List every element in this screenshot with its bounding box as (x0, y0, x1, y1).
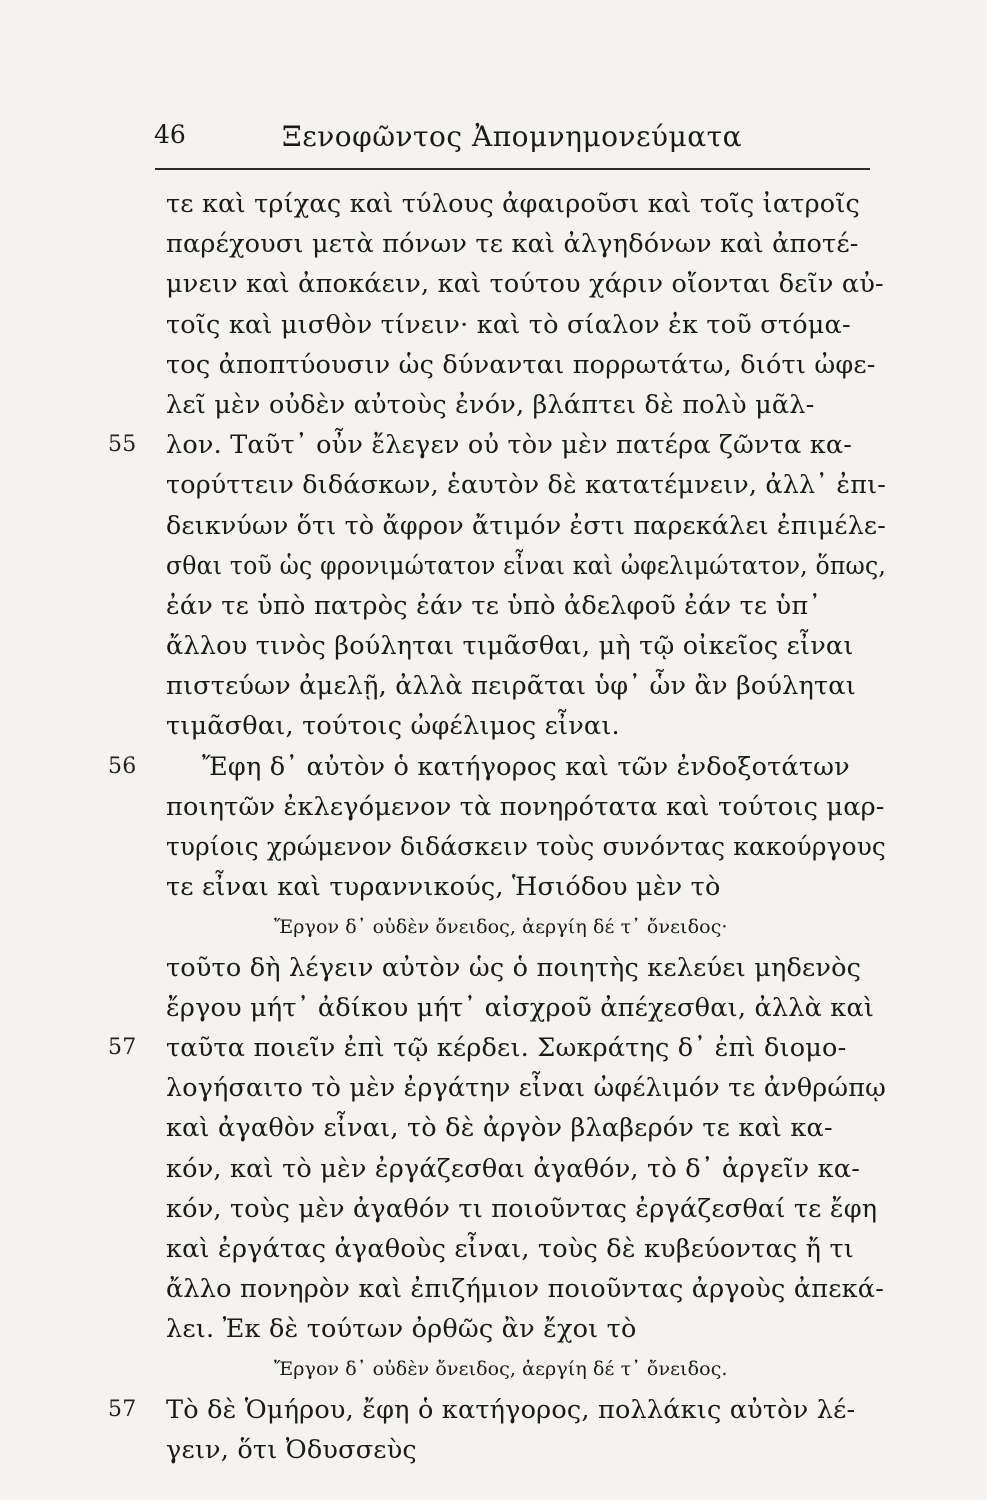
body-text (108, 184, 886, 1470)
line-text: τοῖς καὶ μισθὸν τίνειν· καὶ τὸ σίαλον ἐκ τοῦ στόμα- (166, 309, 851, 340)
line-text: Ἔργον δ᾽ οὐδὲν ὄνειδος, ἀεργίη δέ τ᾽ ὄνειδος· (274, 916, 728, 939)
text-line (166, 465, 886, 505)
text-line (166, 586, 886, 626)
line-text: τυρίοις χρώμενον διδάσκειν τοὺς συνόντας κακούργους (166, 832, 886, 862)
line-text: ταῦτα ποιεῖν ἐπὶ τῷ κέρδει. Σωκράτης δ᾽ ἐπὶ διομο- (166, 1032, 847, 1063)
text-line (166, 706, 886, 746)
line-text: τορύττειν διδάσκων, ἑαυτὸν δὲ κατατέμνειν, ἀλλ᾽ ἐπι- (166, 470, 886, 501)
line-text: τιμᾶσθαι, τούτοις ὠφέλιμος εἶναι. (166, 711, 620, 742)
text-line (166, 184, 886, 224)
running-title: Ξενοφῶντος Ἀπομνημονεύματα (282, 120, 743, 153)
line-text: πιστεύων ἀμελῇ, ἀλλὰ πειρᾶται ὑφ᾽ ὧν ἂν βούληται (166, 671, 856, 702)
page-number: 46 (154, 120, 186, 149)
text-line (166, 546, 886, 586)
margin-section-number: 57 (108, 1034, 137, 1060)
text-line (166, 264, 886, 304)
line-text: μνειν καὶ ἀποκάειν, καὶ τούτου χάριν οἴονται δεῖν αὐ- (166, 269, 884, 300)
text-line (166, 988, 886, 1028)
line-text: δεικνύων ὅτι τὸ ἄφρον ἄτιμόν ἐστι παρεκάλει ἐπιμέλε- (166, 510, 886, 541)
line-text: γειν, ὅτι Ὀδυσσεὺς (166, 1434, 417, 1465)
text-line (166, 1149, 886, 1189)
line-text: τε καὶ τρίχας καὶ τύλους ἀφαιροῦσι καὶ τοῖς ἰατροῖς (166, 189, 861, 219)
header-rule (155, 168, 870, 170)
text-line (166, 385, 886, 425)
line-text: καὶ ἐργάτας ἀγαθοὺς εἶναι, τοὺς δὲ κυβεύοντας ἤ τι (166, 1233, 854, 1264)
text-line (166, 1269, 886, 1309)
margin-section-number: 57 (108, 1396, 137, 1422)
line-text: ποιητῶν ἐκλεγόμενον τὰ πονηρότατα καὶ τούτοις μαρ- (166, 791, 885, 822)
text-line (166, 867, 886, 907)
line-text: Τὸ δὲ Ὁμήρου, ἔφη ὁ κατήγορος, πολλάκις αὐτὸν λέ- (166, 1394, 856, 1425)
line-text: κόν, καὶ τὸ μὲν ἐργάζεσθαι ἀγαθόν, τὸ δ᾽ ἀργεῖν κα- (166, 1153, 861, 1184)
line-text: κόν, τοὺς μὲν ἀγαθόν τι ποιοῦντας ἐργάζεσθαί τε ἔφη (166, 1193, 878, 1224)
line-text: λον. Ταῦτ᾽ οὖν ἔλεγεν οὐ τὸν μὲν πατέρα ζῶντα κα- (166, 430, 853, 461)
text-line (166, 948, 886, 988)
line-text: ἄλλο πονηρὸν καὶ ἐπιζήμιον ποιοῦντας ἀργοὺς ἀπεκά- (166, 1274, 885, 1305)
line-text: σθαι τοῦ ὡς φρονιμώτατον εἶναι καὶ ὠφελιμώτατον, ὅπως, (166, 550, 886, 581)
margin-section-number: 56 (108, 753, 137, 779)
text-line (166, 345, 886, 385)
text-line (166, 1108, 886, 1148)
margin-section-number: 55 (108, 432, 137, 458)
text-line (166, 1068, 886, 1108)
line-text: ἔργου μήτ᾽ ἀδίκου μήτ᾽ αἰσχροῦ ἀπέχεσθαι, ἀλλὰ καὶ (166, 992, 875, 1023)
text-line (108, 425, 886, 465)
line-text: ἐάν τε ὑπὸ πατρὸς ἐάν τε ὑπὸ ἀδελφοῦ ἐάν τε ὑπ᾽ (166, 590, 822, 621)
line-text: παρέχουσι μετὰ πόνων τε καὶ ἀλγηδόνων καὶ ἀποτέ- (166, 229, 859, 260)
line-text: τε εἶναι καὶ τυραννικούς, Ἡσιόδου μὲν τὸ (166, 872, 721, 903)
line-text: τοῦτο δὴ λέγειν αὐτὸν ὡς ὁ ποιητὴς κελεύει μηδενὸς (166, 952, 862, 983)
text-line (166, 1189, 886, 1229)
line-text: Ἔφη δ᾽ αὐτὸν ὁ κατήγορος καὶ τῶν ἐνδοξοτάτων (202, 751, 850, 782)
text-line (166, 666, 886, 706)
line-text: λει. Ἐκ δὲ τούτων ὀρθῶς ἂν ἔχοι τὸ (166, 1314, 637, 1345)
text-line (166, 787, 886, 827)
verse-quote-line (166, 907, 886, 947)
text-line (166, 1430, 886, 1470)
verse-quote-line (166, 1349, 886, 1389)
text-line (166, 305, 886, 345)
text-line (108, 747, 886, 787)
text-line (108, 1390, 886, 1430)
line-text: λογήσαιτο τὸ μὲν ἐργάτην εἶναι ὠφέλιμόν τε ἀνθρώπῳ (166, 1073, 886, 1104)
text-line (166, 506, 886, 546)
line-text: Ἔργον δ᾽ οὐδὲν ὄνειδος, ἀεργίη δέ τ᾽ ὄνειδος. (274, 1358, 728, 1381)
text-line (166, 1309, 886, 1349)
line-text: τος ἀποπτύουσιν ὡς δύνανται πορρωτάτω, διότι ὠφε- (166, 349, 876, 380)
line-text: λεῖ μὲν οὐδὲν αὐτοὺς ἐνόν, βλάπτει δὲ πολὺ μᾶλ- (166, 389, 815, 420)
text-line (166, 224, 886, 264)
line-text: ἄλλου τινὸς βούληται τιμᾶσθαι, μὴ τῷ οἰκεῖος εἶναι (166, 631, 854, 662)
text-line (166, 1229, 886, 1269)
line-text: καὶ ἀγαθὸν εἶναι, τὸ δὲ ἀργὸν βλαβερόν τε καὶ κα- (166, 1113, 833, 1144)
page-header (150, 118, 870, 158)
text-line (108, 1028, 886, 1068)
text-line (166, 626, 886, 666)
text-line (166, 827, 886, 867)
